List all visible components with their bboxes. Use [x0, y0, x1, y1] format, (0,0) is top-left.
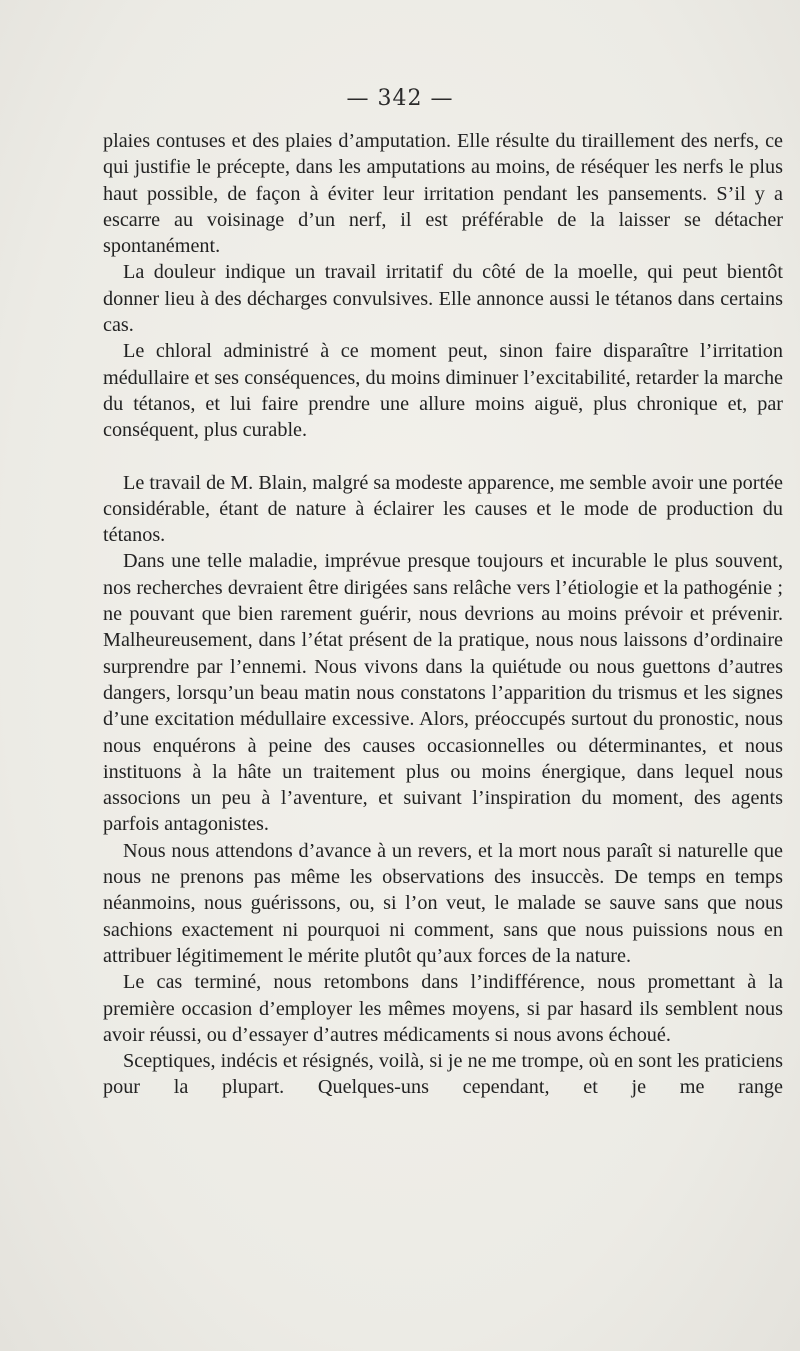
paragraph-7: Le cas terminé, nous retombons dans l’indifférence, nous promettant à la première occasion d’employer les mêmes moyens, si par hasard ils semblent nous avoir réussi, ou d’essayer d’autres médicaments si nous avons échoué.: [103, 971, 783, 1046]
paragraph-5: Dans une telle maladie, imprévue presque toujours et incurable le plus souvent, nos recherches devraient être dirigées sans relâche vers l’étiologie et la pathogénie ; ne pouvant que bien rarement guérir, nous devrions au moins prévoir et prévenir. Malheureusement, dans l’état présent de la pratique, nous nous laissons d’ordinaire surprendre par l’ennemi. Nous vivons dans la quiétude ou nous guettons d’autres dangers, lorsqu’un beau matin nous constatons l’apparition du trismus et les signes d’une excitation médullaire excessive. Alors, préoccupés surtout du pronostic, nous nous enquérons à peine des causes occasionnelles ou déterminantes, et nous instituons à la hâte un traitement plus ou moins énergique, dans lequel nous associons un peu à l’aventure, et suivant l’inspiration du moment, des agents parfois antagonistes.: [103, 550, 783, 836]
section-gap: [103, 444, 783, 470]
body-text: [103, 128, 783, 1101]
page-number: — 342 —: [346, 86, 454, 111]
paragraph-2: La douleur indique un travail irritatif du côté de la moelle, qui peut bientôt donner lieu à des décharges convulsives. Elle annonce aussi le tétanos dans certains cas.: [103, 261, 783, 337]
paragraph-1: plaies contuses et des plaies d’amputation. Elle résulte du tiraillement des nerfs, ce qui justifie le précepte, dans les amputations au moins, de réséquer les nerfs le plus haut possible, de façon à éviter leur irritation pendant les pansements. S’il y a escarre au voisinage d’un nerf, il est préférable de la laisser se détacher spontanément.: [103, 130, 783, 258]
paragraph-6: Nous nous attendons d’avance à un revers, et la mort nous paraît si naturelle que nous ne prenons pas même les observations des insuccès. De temps en temps néanmoins, nous guérissons, ou, si l’on veut, le malade se sauve sans que nous sachions exactement ni pourquoi ni comment, sans que nous puissions nous en attribuer légitimement le mérite plutôt qu’aux forces de la nature.: [103, 839, 783, 967]
paragraph-8: Sceptiques, indécis et résignés, voilà, si je ne me trompe, où en sont les praticiens pour la plupart. Quelques-uns cependant, et je me range: [103, 1050, 783, 1099]
paragraph-4: Le travail de M. Blain, malgré sa modeste apparence, me semble avoir une portée considérable, étant de nature à éclairer les causes et le mode de production du tétanos.: [103, 471, 783, 547]
paragraph-3: Le chloral administré à ce moment peut, sinon faire disparaître l’irritation médullaire et ses conséquences, du moins diminuer l’excitabilité, retarder la marche du tétanos, et lui faire prendre une allure moins aiguë, plus chronique et, par conséquent, plus curable.: [103, 340, 783, 442]
